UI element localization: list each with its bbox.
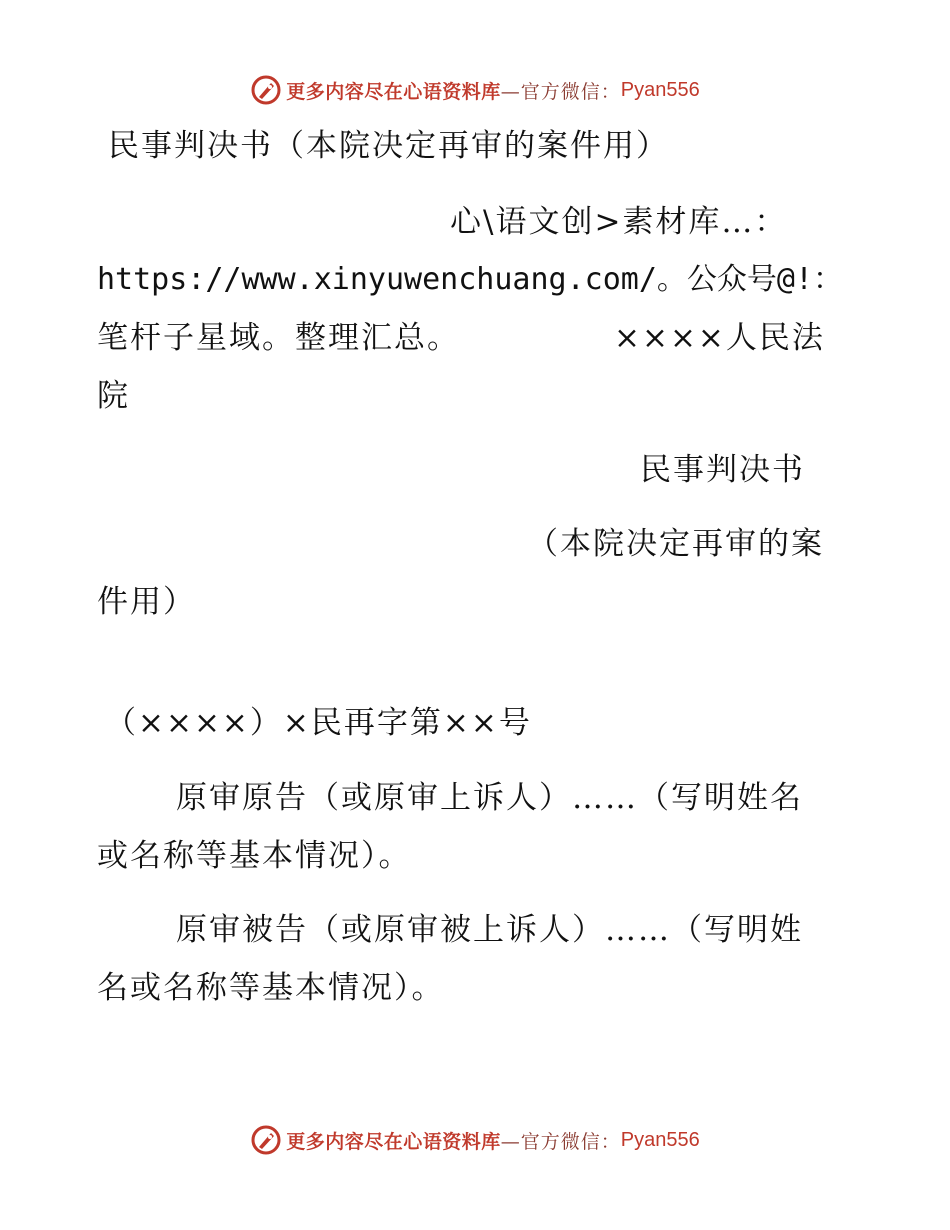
watermark-site-text: 更多内容尽在心语资料库 xyxy=(286,1130,501,1153)
court-name-part: ××××人民法 xyxy=(614,320,825,356)
document-subheading-a: （本院决定再审的案 xyxy=(527,526,824,562)
watermark-wechat-id: Pyan556 xyxy=(620,1128,700,1151)
plaintiff-paragraph-line-2: 或名称等基本情况）。 xyxy=(97,838,412,874)
watermark-wechat-id: Pyan556 xyxy=(620,78,700,101)
defendant-paragraph-line-2: 名或名称等基本情况）。 xyxy=(97,970,445,1006)
document-subheading-b: 件用） xyxy=(97,584,196,620)
document-heading: 民事判决书 xyxy=(640,452,805,488)
document-title-line: 民事判决书（本院决定再审的案件用） xyxy=(108,128,669,164)
footer-watermark xyxy=(0,1120,950,1160)
court-name-end: 院 xyxy=(97,378,130,414)
case-number: （××××）×民再字第××号 xyxy=(105,705,532,741)
watermark-site-text: 更多内容尽在心语资料库 xyxy=(286,80,501,103)
pen-logo-icon xyxy=(250,1124,282,1156)
watermark-official-text: —官方微信： xyxy=(500,1130,621,1153)
source-url-line: https://www.xinyuwenchuang.com/。公众号@!： xyxy=(97,262,844,297)
watermark-official-text: —官方微信： xyxy=(500,80,621,103)
source-line-3a: 笔杆子星域。整理汇总。 xyxy=(97,320,460,356)
defendant-paragraph-line-1: 原审被告（或原审被上诉人）……（写明姓 xyxy=(176,912,803,948)
header-watermark xyxy=(0,70,950,110)
pen-logo-icon xyxy=(250,74,282,106)
source-line-1: 心\语文创>素材库…： xyxy=(450,204,788,240)
plaintiff-paragraph-line-1: 原审原告（或原审上诉人）……（写明姓名 xyxy=(176,780,803,816)
